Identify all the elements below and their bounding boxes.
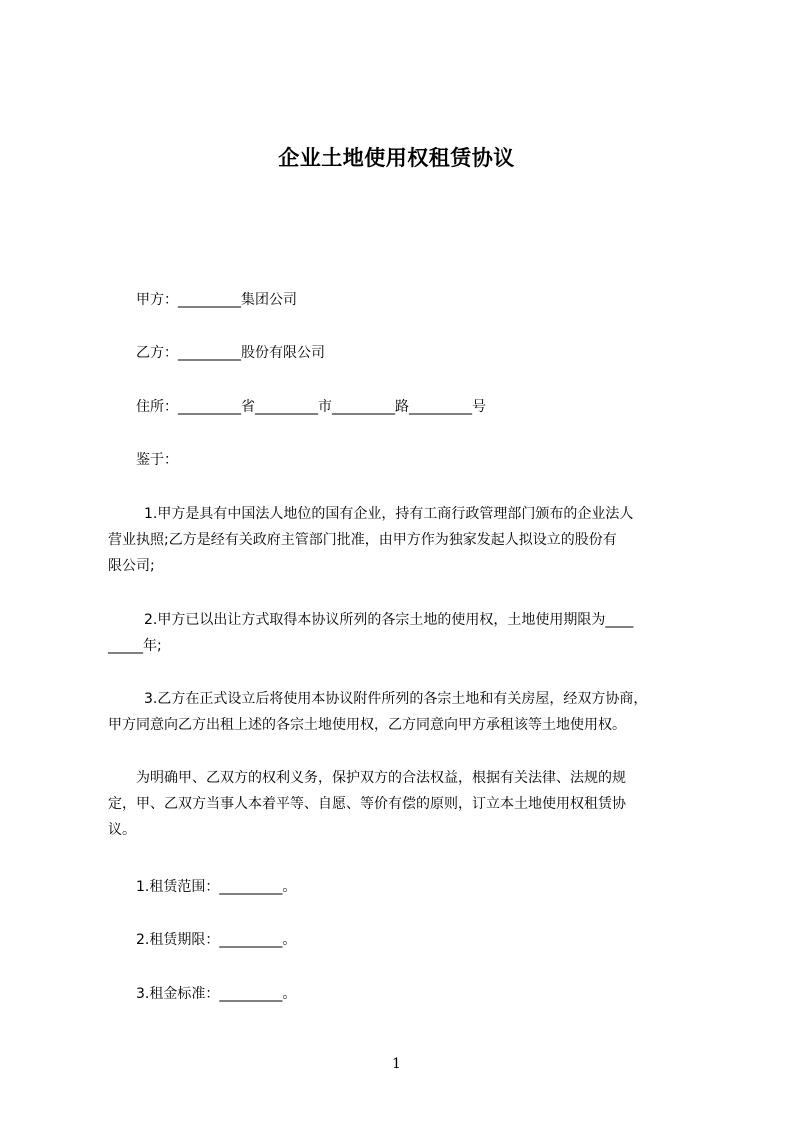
clause-1: 1.租赁范围：_________。 [136,879,297,895]
party-a-line: 甲方：_________集团公司 [136,292,297,308]
address-line: 住所：_________省_________市_________路_________号 [136,399,486,415]
recital-2-line: 2.甲方已以出让方式取得本协议所列的各宗土地的使用权，土地使用期限为____ [144,612,634,628]
purpose-line: 定，甲、乙双方当事人本着平等、自愿、等价有偿的原则，订立本土地使用权租赁协 [108,796,626,812]
party-b-line: 乙方：_________股份有限公司 [136,345,325,361]
document-title: 企业土地使用权租赁协议 [278,146,515,170]
clause-2: 2.租赁期限：_________。 [136,932,297,948]
recital-3-line: 甲方同意向乙方出租上述的各宗土地使用权，乙方同意向甲方承租该等土地使用权。 [108,717,626,733]
recital-2 [108,607,706,659]
recital-1 [108,501,706,579]
recital-2-line: _____年; [108,638,162,654]
recital-1-line: 营业执照;乙方是经有关政府主管部门批准，由甲方作为独家发起人拟设立的股份有 [108,532,617,548]
page-number: 1 [392,1056,401,1072]
clause-3: 3.租金标准：_________。 [136,986,297,1002]
purpose-line: 议。 [108,822,136,838]
whereas-heading: 鉴于： [136,452,178,468]
recital-3 [108,686,706,738]
purpose-line: 为明确甲、乙双方的权利义务，保护双方的合法权益，根据有关法律、法规的规 [136,770,626,786]
recital-1-line: 限公司; [108,558,155,574]
purpose-paragraph [108,765,706,843]
recital-3-line: 3.乙方在正式设立后将使用本协议附件所列的各宗土地和有关房屋，经双方协商， [144,691,648,707]
recital-1-line: 1.甲方是具有中国法人地位的国有企业，持有工商行政管理部门颁布的企业法人 [144,506,634,522]
